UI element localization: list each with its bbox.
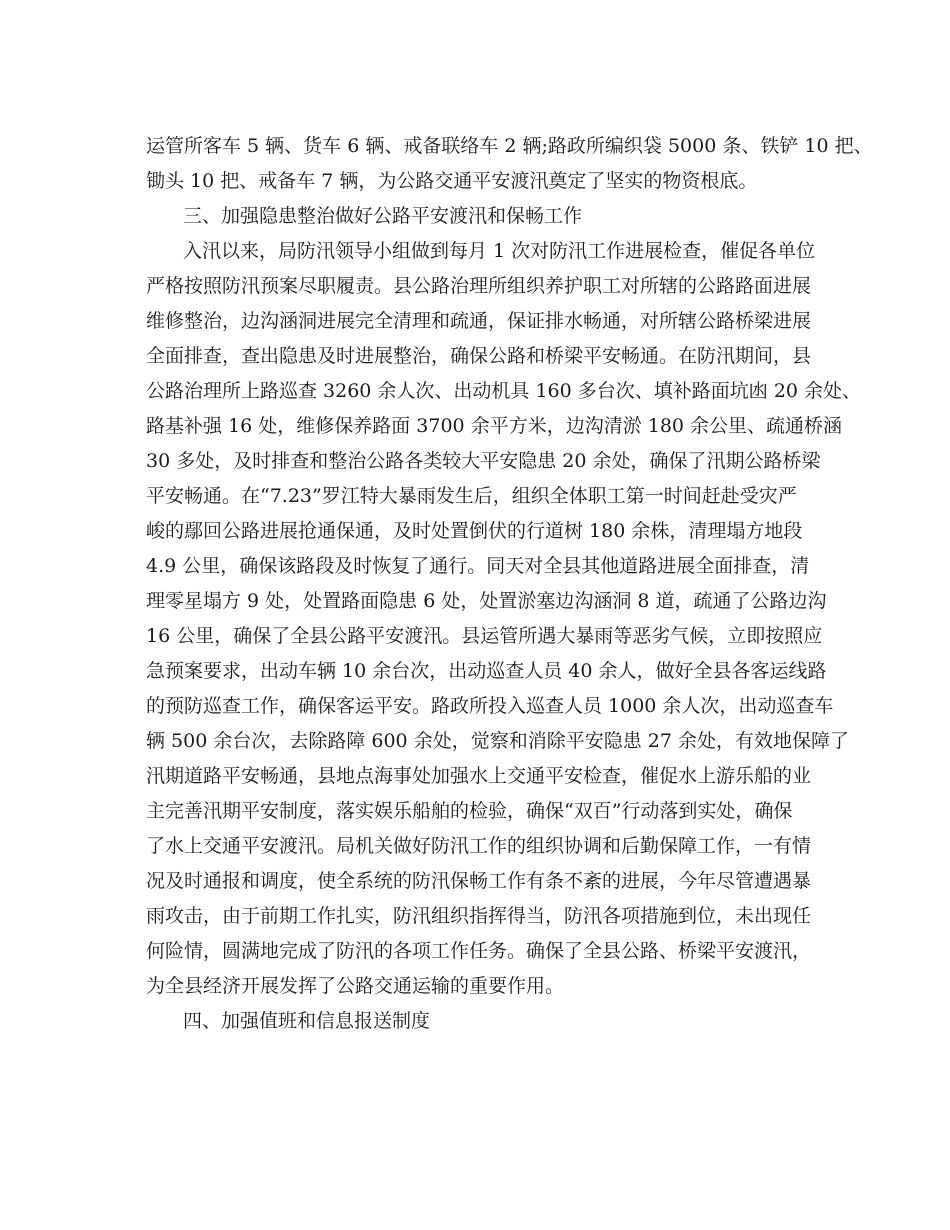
- text-line: 况及时通报和调度，使全系统的防汛保畅工作有条不紊的进展，今年尽管遭遇暴: [146, 870, 812, 892]
- text-line: 路基补强 16 处，维修保养路面 3700 余平方米，边沟清淤 180 余公里、疏通桥涵: [146, 415, 843, 437]
- text-line: 锄头 10 把、戒备车 7 辆，为公路交通平安渡汛奠定了坚实的物资根底。: [146, 170, 758, 192]
- text-line: 理零星塌方 9 处，处置路面隐患 6 处，处置淤塞边沟涵洞 8 道，疏通了公路边沟: [146, 590, 827, 612]
- text-line: 维修整治，边沟涵洞进展完全清理和疏通，保证排水畅通，对所辖公路桥梁进展: [146, 310, 812, 332]
- text-line: 30 多处，及时排查和整治公路各类较大平安隐患 20 余处，确保了汛期公路桥梁: [146, 450, 821, 472]
- text-line: 雨攻击，由于前期工作扎实，防汛组织指挥得当，防汛各项措施到位，未出现任: [146, 905, 812, 927]
- text-line: 全面排查，查出隐患及时进展整治，确保公路和桥梁平安畅通。在防汛期间，县: [146, 345, 812, 367]
- text-line: 严格按照防汛预案尽职履责。县公路治理所组织养护职工对所辖的公路路面进展: [146, 275, 812, 297]
- text-line: 的预防巡查工作，确保客运平安。路政所投入巡查人员 1000 余人次，出动巡查车: [146, 695, 834, 717]
- text-line: 了水上交通平安渡汛。局机关做好防汛工作的组织协调和后勤保障工作，一有情: [146, 835, 812, 857]
- section-heading: 四、加强值班和信息报送制度: [183, 1010, 431, 1032]
- text-line: 汛期道路平安畅通，县地点海事处加强水上交通平安检查，催促水上游乐船的业: [146, 765, 812, 787]
- text-line: 为全县经济开展发挥了公路交通运输的重要作用。: [146, 975, 565, 997]
- text-line: 4.9 公里，确保该路段及时恢复了通行。同天对全县其他道路进展全面排查，清: [146, 555, 810, 577]
- text-line: 运管所客车 5 辆、货车 6 辆、戒备联络车 2 辆;路政所编织袋 5000 条、铁铲 10 把、: [146, 135, 873, 157]
- text-line: 何险情，圆满地完成了防汛的各项工作任务。确保了全县公路、桥梁平安渡汛，: [146, 940, 812, 962]
- text-line: 公路治理所上路巡查 3260 余人次、出动机具 160 多台次、填补路面坑凼 20 余处、: [146, 380, 862, 402]
- text-line: 16 公里，确保了全县公路平安渡汛。县运管所遇大暴雨等恶劣气候，立即按照应: [146, 625, 823, 647]
- text-line: 平安畅通。在“7.23”罗江特大暴雨发生后，组织全体职工第一时间赶赴受灾严: [146, 485, 797, 507]
- text-line: 峻的鄢回公路进展抢通保通，及时处置倒伏的行道树 180 余株，清理塌方地段: [146, 520, 803, 542]
- section-heading: 三、加强隐患整治做好公路平安渡汛和保畅工作: [183, 205, 583, 227]
- text-line: 急预案要求，出动车辆 10 余台次，出动巡查人员 40 余人，做好全县各客运线路: [146, 660, 827, 682]
- text-line: 主完善汛期平安制度，落实娱乐船舶的检验，确保“双百”行动落到实处，确保: [146, 800, 793, 822]
- paragraph-first-line: 入汛以来，局防汛领导小组做到每月 1 次对防汛工作进展检查，催促各单位: [183, 240, 816, 262]
- text-line: 辆 500 余台次，去除路障 600 余处，觉察和消除平安隐患 27 余处，有效地保障了: [146, 730, 849, 752]
